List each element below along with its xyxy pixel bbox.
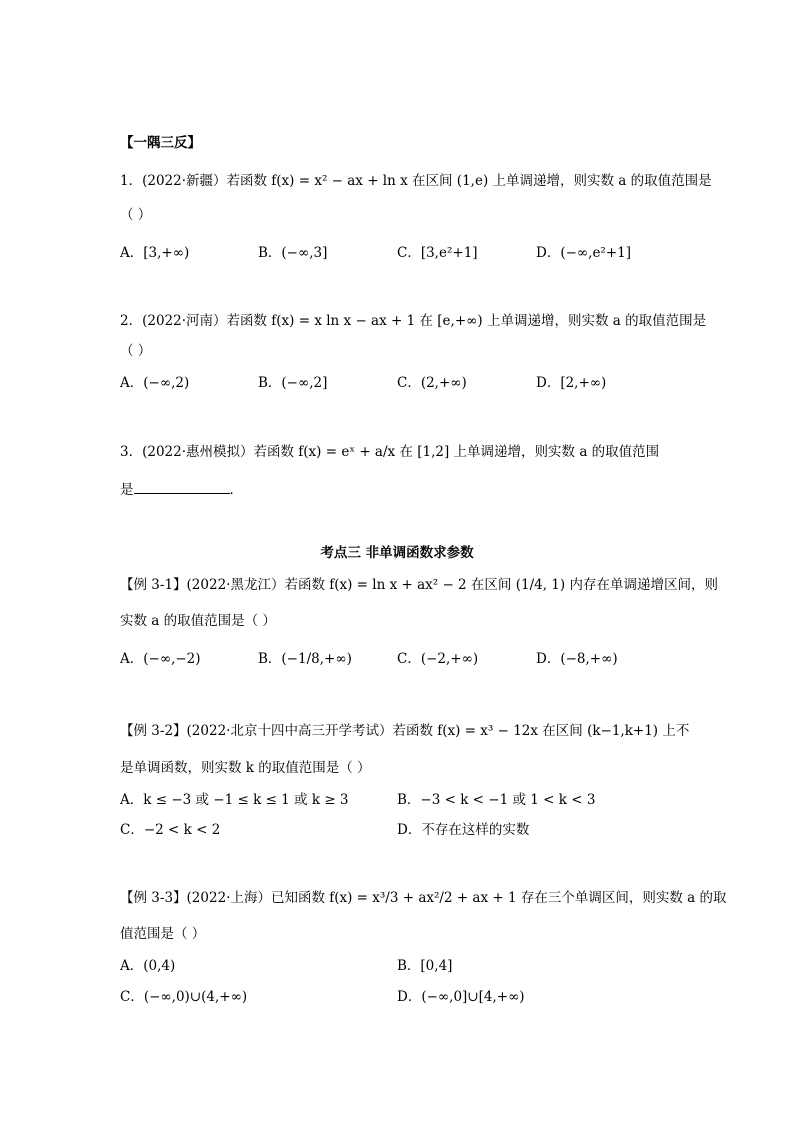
q1-option-d: D．(−∞,e²+1] bbox=[536, 245, 632, 261]
ex32-stem: 【例 3-2】(2022·北京十四中高三开学考试）若函数 f(x) = x³ − 12x 在区间 (k−1,k+1) 上不 bbox=[120, 723, 690, 739]
ex33-option-c: C．(−∞,0)∪(4,+∞) bbox=[120, 989, 248, 1005]
q2-option-c: C．(2,+∞) bbox=[397, 375, 467, 391]
ex31-stem: 【例 3-1】(2022·黑龙江）若函数 f(x) = ln x + ax² − 2 在区间 (1/4, 1) 内存在单调递增区间，则 bbox=[120, 577, 718, 593]
q2-option-d: D．[2,+∞) bbox=[536, 375, 607, 391]
q2-stem: 2．(2022·河南）若函数 f(x) = x ln x − ax + 1 在 [e,+∞) 上单调递增，则实数 a 的取值范围是 bbox=[120, 313, 707, 329]
ex33-option-d: D．(−∞,0]∪[4,+∞) bbox=[397, 989, 525, 1005]
q1-option-a: A．[3,+∞) bbox=[120, 245, 190, 261]
ex31-option-c: C．(−2,+∞) bbox=[397, 651, 479, 667]
ex32-option-c: C．−2 < k < 2 bbox=[120, 822, 221, 838]
ex33-option-a: A．(0,4) bbox=[120, 958, 176, 974]
q2-option-b: B．(−∞,2] bbox=[258, 375, 328, 391]
q2-paren: （ ） bbox=[120, 343, 152, 359]
ex32-option-d: D．不存在这样的实数 bbox=[397, 822, 530, 838]
ex33-stem: 【例 3-3】(2022·上海）已知函数 f(x) = x³/3 + ax²/2 + ax + 1 存在三个单调区间，则实数 a 的取 bbox=[120, 890, 727, 906]
q1-paren: （ ） bbox=[120, 207, 152, 223]
ex32-stem-cont: 是单调函数，则实数 k 的取值范围是（ ） bbox=[120, 760, 371, 776]
q3-line2-suffix: ． bbox=[229, 482, 243, 498]
ex31-option-b: B．(−1/8,+∞) bbox=[258, 651, 352, 667]
ex32-option-a: A．k ≤ −3 或 −1 ≤ k ≤ 1 或 k ≥ 3 bbox=[120, 792, 349, 808]
q3-line2-prefix: 是 bbox=[120, 482, 134, 498]
practice-header: 【一隅三反】 bbox=[120, 135, 201, 151]
q1-option-c: C．[3,e²+1] bbox=[397, 245, 478, 261]
ex33-option-b: B．[0,4] bbox=[397, 958, 453, 974]
ex31-option-d: D．(−8,+∞) bbox=[536, 651, 618, 667]
ex31-option-a: A．(−∞,−2) bbox=[120, 651, 201, 667]
q1-option-b: B．(−∞,3] bbox=[258, 245, 328, 261]
q3-answer-line bbox=[120, 479, 243, 499]
section-title: 考点三 非单调函数求参数 bbox=[320, 545, 474, 561]
q1-stem: 1．(2022·新疆）若函数 f(x) = x² − ax + ln x 在区间 (1,e) 上单调递增，则实数 a 的取值范围是 bbox=[120, 173, 712, 189]
ex31-stem-cont: 实数 a 的取值范围是（ ） bbox=[120, 613, 276, 629]
q3-answer-blank[interactable] bbox=[134, 479, 230, 494]
q3-stem: 3．(2022·惠州模拟）若函数 f(x) = eˣ + a/x 在 [1,2] 上单调递增，则实数 a 的取值范围 bbox=[120, 444, 660, 460]
ex32-option-b: B．−3 < k < −1 或 1 < k < 3 bbox=[397, 792, 596, 808]
q2-option-a: A．(−∞,2) bbox=[120, 375, 190, 391]
ex33-stem-cont: 值范围是（ ） bbox=[120, 926, 206, 942]
